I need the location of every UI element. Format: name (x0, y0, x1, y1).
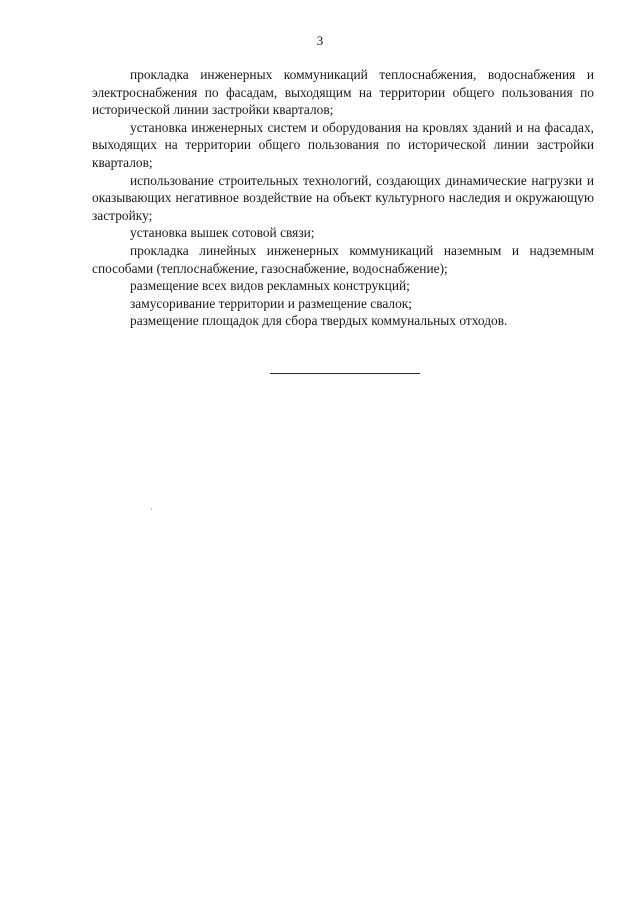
page-number: 3 (316, 33, 324, 48)
paragraph-advertising: размещение всех видов рекламных конструкций; (130, 278, 410, 294)
scan-speck (151, 508, 152, 510)
paragraph-littering: замусоривание территории и размещение свалок; (130, 295, 413, 311)
document-body (92, 66, 594, 330)
paragraph-roof-systems: установка инженерных систем и оборудования на кровлях зданий и на фасадах, выходящих на территории общего пользования по исторической линии застройки кварталов; (92, 119, 594, 170)
paragraph-engineering-utilities-facades: прокладка инженерных коммуникаций теплоснабжения, водоснабжения и электроснабжения по фасадам, выходящим на территории общего пользования по исторической линии застройки кварталов; (92, 67, 594, 118)
paragraph-cell-towers: установка вышек сотовой связи; (130, 225, 315, 241)
paragraph-waste-sites: размещение площадок для сбора твердых коммунальных отходов. (130, 313, 508, 329)
paragraph-linear-utilities: прокладка линейных инженерных коммуникаций наземным и надземным способами (теплоснабжение, газоснабжение, водоснабжение); (92, 242, 594, 276)
paragraph-construction-technologies: использование строительных технологий, создающих динамические нагрузки и оказывающих негативное воздействие на объект культурного наследия и окружающую застройку; (92, 172, 594, 223)
end-separator-line (270, 373, 420, 374)
